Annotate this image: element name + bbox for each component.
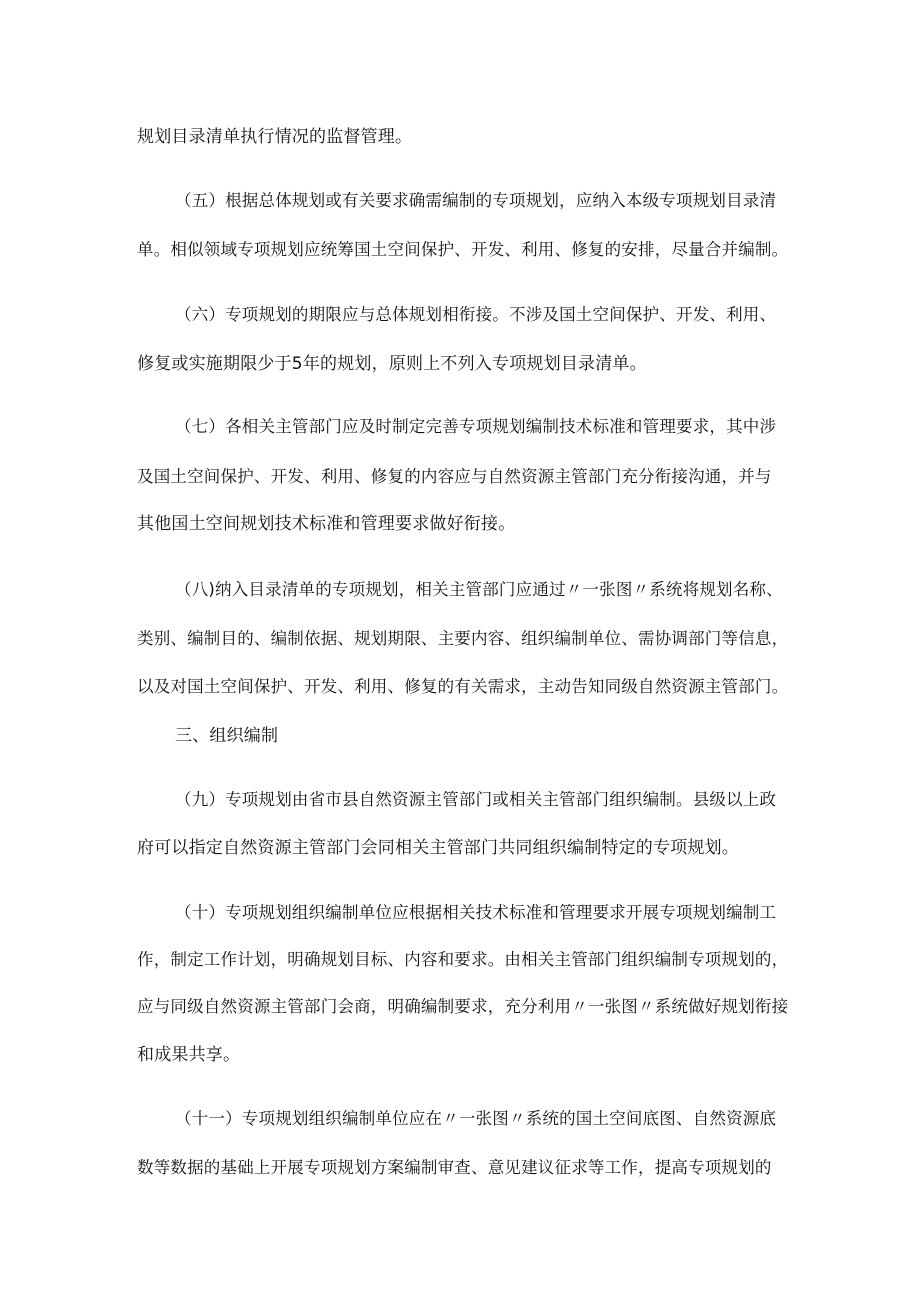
- paragraph-line: 修复或实施期限少于5年的规划，原则上不列入专项规划目录清单。: [137, 354, 647, 374]
- paragraph-line: 及国土空间保护、开发、利用、修复的内容应与自然资源主管部门充分衔接沟通，并与: [137, 467, 772, 486]
- paragraph-line: 以及对国土空间保护、开发、利用、修复的有关需求，主动告知同级自然资源主管部门。: [137, 677, 789, 696]
- paragraph-line: （六）专项规划的期限应与总体规划相衔接。不涉及国土空间保护、开发、利用、: [175, 305, 777, 324]
- paragraph-line: 规划目录清单执行情况的监督管理。: [137, 127, 413, 147]
- paragraph-line: （五）根据总体规划或有关要求确需编制的专项规划，应纳入本级专项规划目录清: [175, 191, 777, 210]
- paragraph-line: 其他国土空间规划技术标准和管理要求做好衔接。: [137, 514, 516, 534]
- paragraph-line: 府可以指定自然资源主管部门会同相关主管部门共同组织编制特定的专项规划。: [137, 838, 739, 858]
- paragraph-line: （九）专项规划由省市县自然资源主管部门或相关主管部门组织编制。县级以上政: [175, 790, 777, 809]
- paragraph-line: 作，制定工作计划，明确规划目标、内容和要求。由相关主管部门组织编制专项规划的，: [137, 950, 789, 969]
- paragraph-line: 类别、编制目的、编制依据、规划期限、主要内容、组织编制单位、需协调部门等信息，: [137, 629, 789, 648]
- section-heading: 三、组织编制: [175, 726, 279, 746]
- paragraph-line: （七）各相关主管部门应及时制定完善专项规划编制技术标准和管理要求，其中涉: [175, 417, 777, 436]
- paragraph-line: （十）专项规划组织编制单位应根据相关技术标准和管理要求开展专项规划编制工: [175, 903, 777, 922]
- paragraph-line: （十一）专项规划组织编制单位应在〃一张图〃系统的国土空间底图、自然资源底: [175, 1109, 777, 1128]
- paragraph-line: 数等数据的基础上开展专项规划方案编制审查、意见建议征求等工作，提高专项规划的: [137, 1158, 772, 1177]
- paragraph-line: 应与同级自然资源主管部门会商，明确编制要求，充分利用〃一张图〃系统做好规划衔接: [137, 997, 789, 1016]
- paragraph-line: 单。相似领域专项规划应统筹国土空间保护、开发、利用、修复的安排，尽量合并编制。: [137, 240, 789, 259]
- paragraph-line: 和成果共享。: [137, 1045, 241, 1065]
- paragraph-line: （八)纳入目录清单的专项规划，相关主管部门应通过〃一张图〃系统将规划名称、: [175, 580, 783, 599]
